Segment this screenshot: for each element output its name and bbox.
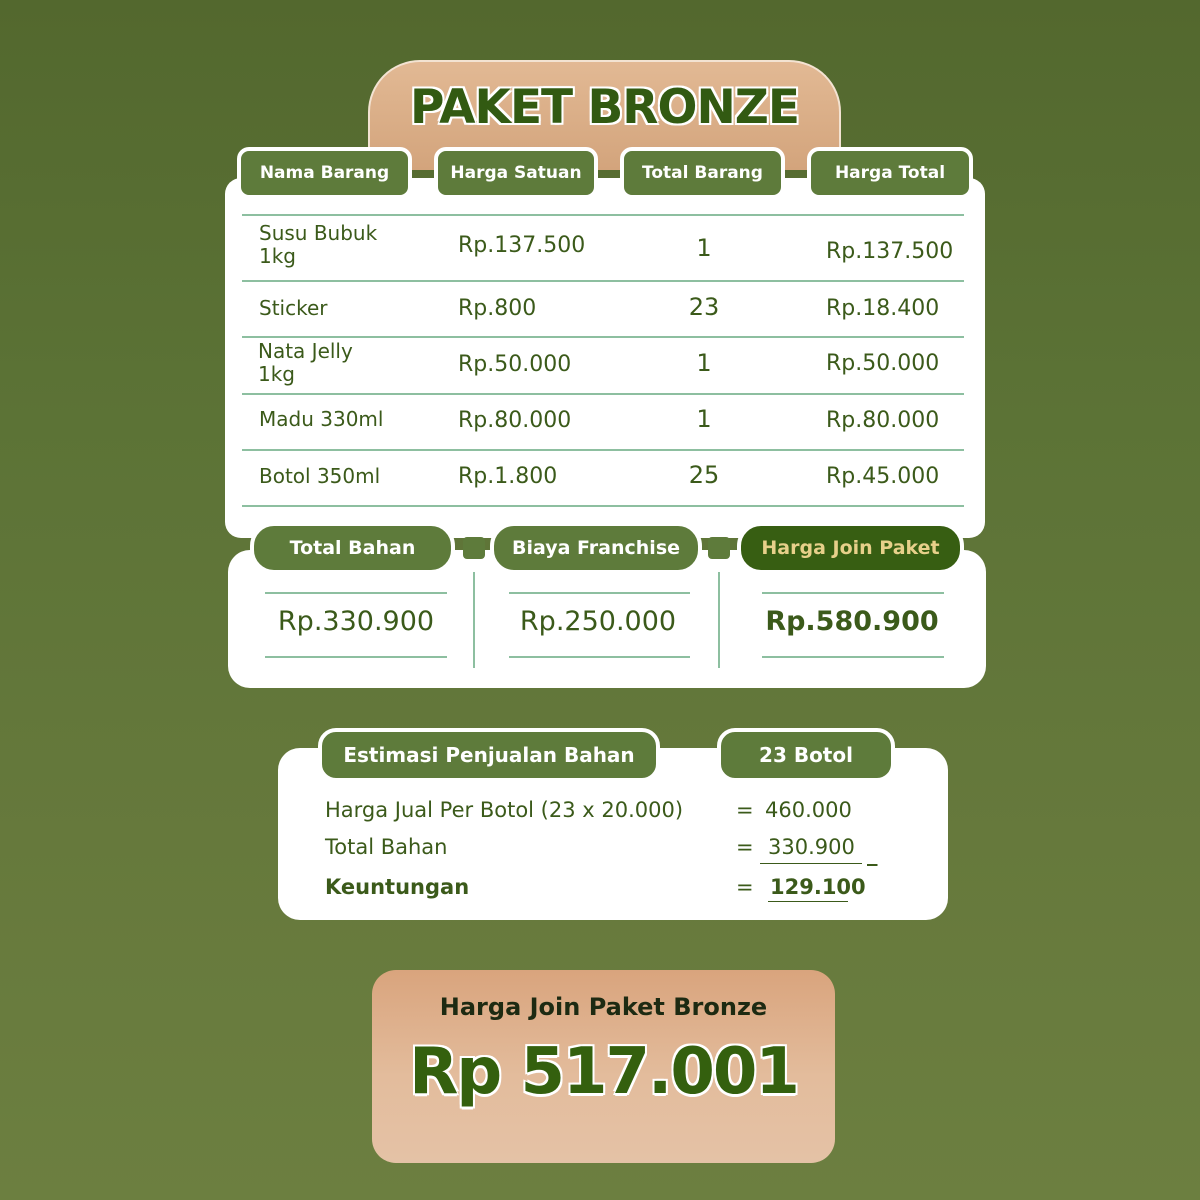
summary-total-bahan-label: Total Bahan: [250, 522, 455, 574]
summary-divider: [509, 592, 690, 594]
table-row-unit-price: Rp.1.800: [458, 464, 558, 489]
table-row-qty: 1: [696, 405, 712, 433]
row-divider: [242, 393, 964, 395]
table-row-qty: 1: [696, 349, 712, 377]
estimate-line-value: 330.900: [768, 835, 855, 859]
estimate-line-text: Harga Jual Per Botol (23 x 20.000): [325, 798, 684, 822]
join-price-value: Rp 517.001: [409, 1035, 798, 1109]
estimate-line-value: 460.000: [765, 798, 852, 822]
header-harga-total: Harga Total: [807, 147, 973, 199]
row-divider: [242, 280, 964, 282]
connector-square: [708, 537, 730, 559]
summary-biaya-franchise-label: Biaya Franchise: [490, 522, 702, 574]
summary-vertical-divider: [473, 572, 475, 668]
table-row-qty: 23: [688, 293, 720, 321]
summary-harga-join-label: Harga Join Paket: [737, 522, 964, 574]
summary-divider: [762, 656, 944, 658]
header-nama-barang: Nama Barang: [237, 147, 412, 199]
connector-square: [463, 537, 485, 559]
estimate-badge: 23 Botol: [717, 728, 895, 782]
summary-divider: [509, 656, 690, 658]
table-row-total: Rp.45.000: [826, 464, 940, 489]
row-divider: [242, 449, 964, 451]
summary-divider: [265, 656, 447, 658]
estimate-line-text: Keuntungan: [325, 875, 470, 899]
estimate-line-text: Total Bahan: [325, 835, 448, 859]
estimate-line-eq: =: [736, 875, 754, 899]
table-row-unit-price: Rp.80.000: [458, 408, 572, 433]
summary-harga-join-value: Rp.580.900: [765, 606, 939, 637]
summary-divider: [762, 592, 944, 594]
row-divider: [242, 214, 964, 216]
table-row-qty: 1: [696, 234, 712, 262]
table-row-total: Rp.50.000: [826, 351, 940, 376]
header-total-barang: Total Barang: [620, 147, 785, 199]
table-row-name: Botol 350ml: [259, 464, 381, 488]
table-row-total: Rp.80.000: [826, 408, 940, 433]
table-row-name: Madu 330ml: [259, 407, 384, 431]
table-row-name: Susu Bubuk 1kg: [259, 221, 378, 268]
summary-vertical-divider: [718, 572, 720, 668]
summary-divider: [265, 592, 447, 594]
estimate-line-value: 129.100: [770, 875, 866, 899]
table-row-qty: 25: [688, 461, 720, 489]
table-row-name: Nata Jelly 1kg: [258, 339, 353, 386]
page-title: PAKET BRONZE: [410, 80, 799, 135]
row-divider: [242, 505, 964, 507]
estimate-label: Estimasi Penjualan Bahan: [318, 728, 660, 782]
summary-total-bahan-value: Rp.330.900: [277, 606, 435, 637]
minus-sign: _: [867, 842, 878, 866]
row-divider: [242, 336, 964, 338]
table-row-unit-price: Rp.50.000: [458, 352, 572, 377]
subtotal-underline: [760, 863, 862, 864]
summary-biaya-franchise-value: Rp.250.000: [519, 606, 677, 637]
estimate-line-eq: =: [736, 835, 754, 859]
table-row-total: Rp.18.400: [826, 296, 940, 321]
table-row-name: Sticker: [259, 296, 328, 320]
total-underline: [768, 901, 848, 902]
table-row-total: Rp.137.500: [826, 239, 954, 264]
table-row-unit-price: Rp.800: [458, 296, 537, 321]
table-row-unit-price: Rp.137.500: [458, 233, 586, 258]
header-harga-satuan: Harga Satuan: [434, 147, 598, 199]
estimate-line-eq: =: [736, 798, 754, 822]
join-price-label: Harga Join Paket Bronze: [439, 993, 768, 1021]
